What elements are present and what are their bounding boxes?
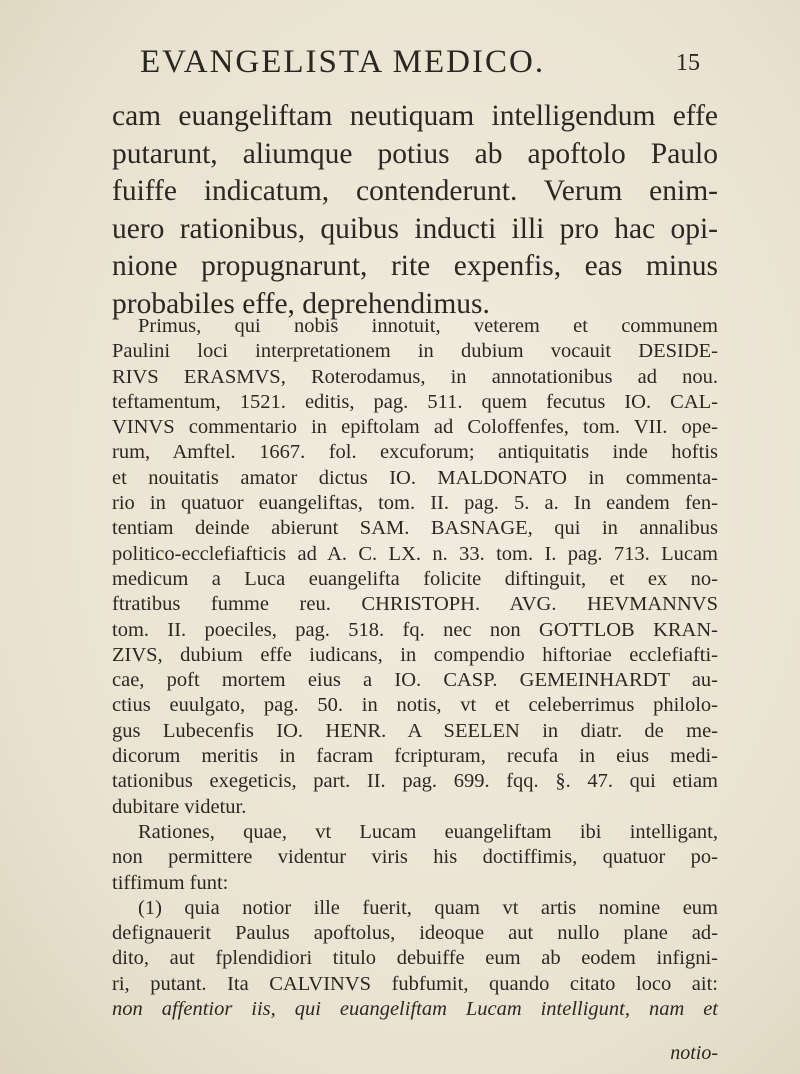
text-line: nione propugnarunt, rite expenfis, eas minus (112, 250, 718, 283)
text-line: tentiam deinde abierunt SAM. BASNAGE, qui in annalibus (112, 517, 718, 540)
text-line: dubitare videtur. (112, 795, 247, 818)
text-line: rio in quatuor euangeliftas, tom. II. pag. 5. a. In eandem fen- (112, 492, 718, 515)
text-line: ri, putant. Ita CALVINVS fubfumit, quando citato loco ait: (112, 972, 718, 995)
paragraph-1 (112, 98, 718, 324)
catchword: notio- (670, 1042, 718, 1064)
text-line: dicorum meritis in facram fcripturam, recufa in eius medi- (112, 745, 718, 768)
text-line: non permittere videntur viris his doctiffimis, quatuor po- (112, 846, 718, 869)
text-line: probabiles effe, deprehendimus. (112, 287, 490, 320)
text-line: non affentior iis, qui euangeliftam Lucam intelligunt, nam et (112, 998, 718, 1021)
text-line: cam euangeliftam neutiquam intelligendum effe (112, 100, 718, 132)
text-line: fuiffe indicatum, contenderunt. Verum enim- (112, 175, 718, 208)
paragraph-3 (112, 820, 718, 896)
text-line: defignauerit Paulus apoftolus, ideoque aut nullo plane ad- (112, 922, 718, 945)
text-line: Primus, qui nobis innotuit, veterem et communem (138, 315, 718, 337)
text-line: Rationes, quae, vt Lucam euangeliftam ibi intelligant, (138, 820, 718, 843)
page-number: 15 (676, 50, 700, 76)
paragraph-2 (112, 314, 718, 820)
body-text (112, 314, 718, 1022)
text-line: et nouitatis amator dictus IO. MALDONATO in commenta- (112, 466, 718, 489)
text-line: uero rationibus, quibus inducti illi pro hac opi- (112, 212, 718, 245)
text-line: rum, Amftel. 1667. fol. excuforum; antiquitatis inde hoftis (112, 441, 718, 464)
text-line: tationibus exegeticis, part. II. pag. 699. fqq. §. 47. qui etiam (112, 770, 718, 793)
text-line: ZIVS, dubium effe iudicans, in compendio hiftoriae ecclefiafti- (112, 643, 718, 666)
text-line: cae, poft mortem eius a IO. CASP. GEMEINHARDT au- (112, 669, 718, 692)
text-line: (1) quia notior ille fuerit, quam vt artis nomine eum (138, 896, 718, 919)
text-line: dito, aut fplendidiori titulo debuiffe eum ab eodem infigni- (112, 947, 718, 970)
text-line: tom. II. poeciles, pag. 518. fq. nec non GOTTLOB KRAN- (112, 618, 718, 641)
text-line: RIVS ERASMVS, Roterodamus, in annotationibus ad nou. (112, 365, 718, 388)
text-line: ftratibus fumme reu. CHRISTOPH. AVG. HEVMANNVS (112, 593, 718, 616)
text-line: tiffimum funt: (112, 871, 229, 894)
text-line: putarunt, aliumque potius ab apoftolo Paulo (112, 137, 718, 170)
text-line: Paulini loci interpretationem in dubium vocauit DESIDE- (112, 340, 718, 363)
paragraph-4 (112, 896, 718, 1022)
text-line: teftamentum, 1521. editis, pag. 511. quem fecutus IO. CAL- (112, 390, 718, 413)
text-line: medicum a Luca euangelifta folicite diftinguit, et ex no- (112, 567, 718, 590)
running-head (140, 44, 700, 84)
text-line: ctius euulgato, pag. 50. in notis, vt et celeberrimus philolo- (112, 694, 718, 717)
text-line: gus Lubecenfis IO. HENR. A SEELEN in diatr. de me- (112, 719, 718, 742)
running-head-title: EVANGELISTA MEDICO. (140, 44, 546, 80)
text-line: VINVS commentario in epiftolam ad Coloffenfes, tom. VII. ope- (112, 416, 718, 439)
text-line: politico-ecclefiafticis ad A. C. LX. n. 33. tom. I. pag. 713. Lucam (112, 542, 718, 565)
